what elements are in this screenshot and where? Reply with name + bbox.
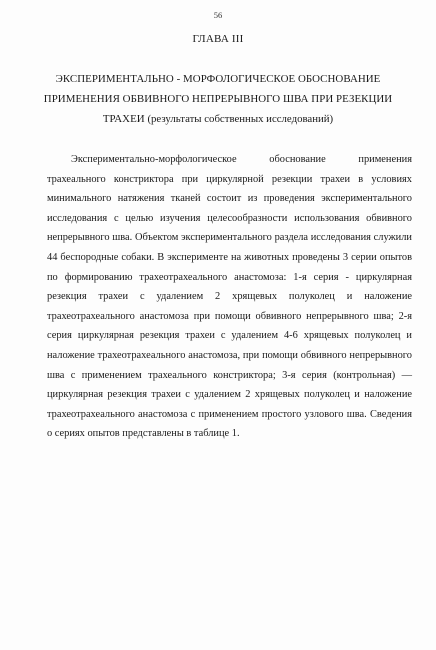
chapter-heading: ГЛАВА III (192, 33, 244, 45)
body-paragraph: Экспериментально-морфологическое обоснование применения трахеального констриктора при циркулярной резекции трахеи в условиях минимального натяжения тканей состоит из проведения экспериментального исследования с целью изучения целесообразности использования обвивного непрерывного шва. Объектом экспериментального раздела исследования служили 44 беспородные собаки. В эксперименте на животных проведены 3 серии опытов по формированию трахеотрахеального анастомоза: 1-я серия - циркулярная резекция трахеи с удалением 2 хрящевых полуколец и наложение трахеотрахеального анастомоза при помощи обвивного непрерывного шва; 2-я серия циркулярная резекция трахеи с удалением 4-6 хрящевых полуколец и наложение трахеотрахеального анастомоза, при помощи обвивного непрерывного шва с применением трахеального констриктора; 3-я серия (контрольная) — циркулярная резекция трахеи с удалением 2 хрящевых полуколец и наложение трахеотрахеального анастомоза с применением простого узлового шва. Сведения о сериях опытов представлены в таблице 1. (47, 154, 412, 440)
section-title-line-3: ТРАХЕИ (102, 113, 145, 125)
section-title-line-1: ЭКСПЕРИМЕНТАЛЬНО - МОРФОЛОГИЧЕСКОЕ ОБОСНОВАНИЕ (55, 73, 381, 85)
section-title (28, 69, 408, 129)
section-subtitle: (результаты собственных исследований) (147, 113, 334, 125)
page-number: 56 (213, 10, 223, 20)
section-title-line-2: ПРИМЕНЕНИЯ ОБВИВНОГО НЕПРЕРЫВНОГО ШВА ПРИ РЕЗЕКЦИИ (43, 93, 393, 105)
